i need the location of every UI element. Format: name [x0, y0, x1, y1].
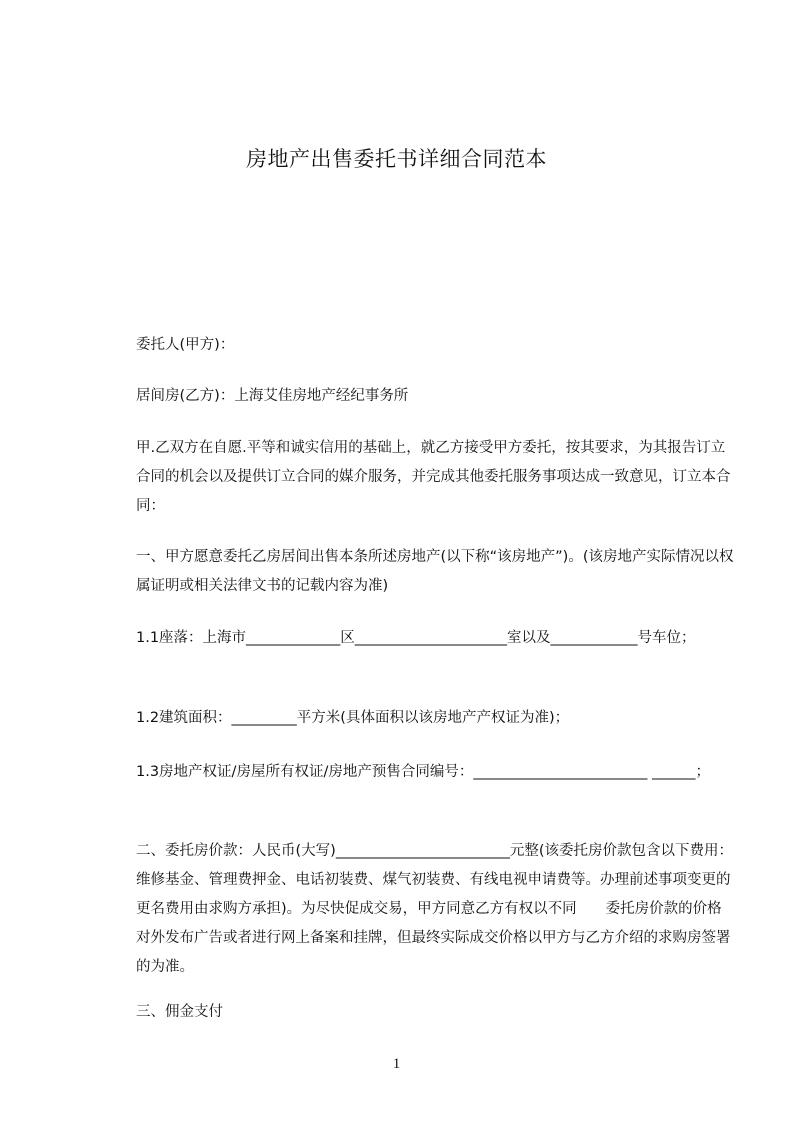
preamble-paragraph: 甲.乙双方在自愿.平等和诚实信用的基础上，就乙方接受甲方委托，按其要求，为其报告订立合同的机会以及提供订立合同的媒介服务，并完成其他委托服务事项达成一致意见，订立本合同：: [136, 440, 731, 514]
clause-3-heading: 三、佣金支付: [136, 1004, 223, 1020]
intermediary-party-line: 居间房(乙方)：上海艾佳房地产经纪事务所: [136, 388, 409, 404]
clause-1-3-certificate-number: 1.3房地产权证/房屋所有权证/房地产预售合同编号：________________________ ______；: [136, 764, 710, 780]
clause-1-2-area: 1.2建筑面积：_________平方米(具体面积以该房地产产权证为准)；: [136, 710, 570, 726]
principal-party-line: 委托人(甲方)：: [136, 337, 235, 353]
clause-1-paragraph: 一、甲方愿意委托乙房居间出售本条所述房地产(以下称“该房地产”)。(该房地产实际情况以权属证明或相关法律文书的记载内容为准): [136, 549, 734, 594]
page-number: 1: [392, 1056, 401, 1072]
page-title: 房地产出售委托书详细合同范本: [246, 147, 547, 171]
clause-2-price-paragraph: 二、委托房价款：人民币(大写)________________________元整(该委托房价款包含以下费用：维修基金、管理费押金、电话初装费、煤气初装费、有线电视申请费等。办理前述事项变更的更名费用由求购方承担)。为尽快促成交易，甲方同意乙方有权以不同 委托房价款的价格对外发布广告或者进行网上备案和挂牌，但最终实际成交价格以甲方与乙方介绍的求购房签署的为准。: [136, 843, 733, 975]
clause-1-1-location: 1.1座落：上海市_____________区_____________________室以及____________号车位；: [136, 630, 696, 646]
